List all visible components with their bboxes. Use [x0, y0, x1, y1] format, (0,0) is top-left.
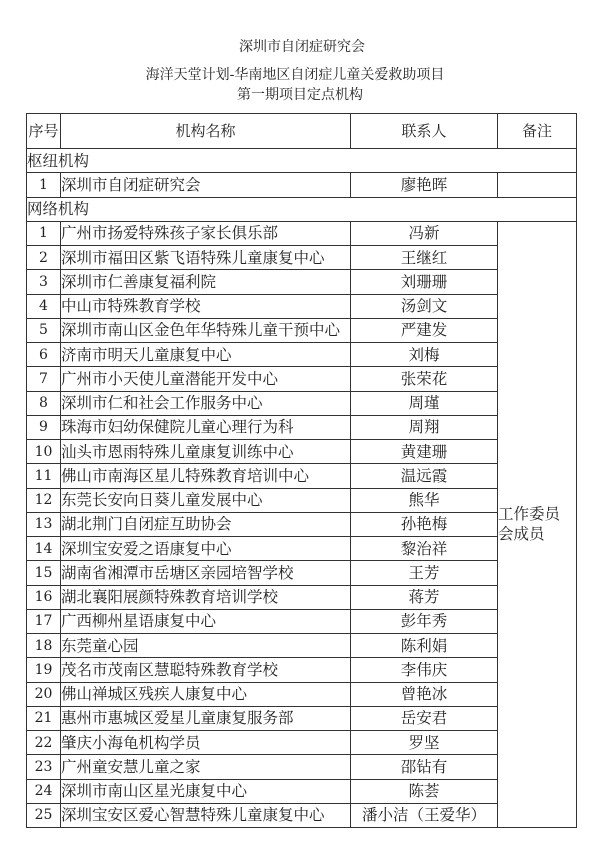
contact-person: 廖艳晖	[351, 173, 498, 197]
institution-name: 广州市小天使儿童潜能开发中心	[61, 367, 351, 391]
org-title: 深圳市自闭症研究会	[239, 39, 365, 55]
institution-name: 佛山禅城区残疾人康复中心	[61, 682, 351, 706]
contact-person: 张荣花	[351, 367, 498, 391]
note-cell-merged	[498, 221, 577, 827]
table-row	[27, 512, 577, 536]
section-row-network	[27, 197, 577, 221]
table-row	[27, 294, 577, 318]
table-row	[27, 609, 577, 633]
institution-name: 深圳市仁善康复福利院	[61, 270, 351, 294]
row-number: 3	[27, 270, 61, 294]
institution-name: 中山市特殊教育学校	[61, 294, 351, 318]
table-row	[27, 318, 577, 342]
row-number: 17	[27, 609, 61, 633]
row-number: 8	[27, 391, 61, 415]
institution-name: 惠州市惠城区爱星儿童康复服务部	[61, 706, 351, 730]
table-row	[27, 755, 577, 779]
row-number: 4	[27, 294, 61, 318]
institution-name: 东莞长安向日葵儿童发展中心	[61, 488, 351, 512]
table-row	[27, 634, 577, 658]
table-row	[27, 270, 577, 294]
contact-person: 刘梅	[351, 343, 498, 367]
row-number: 16	[27, 585, 61, 609]
section-row-hub	[27, 149, 577, 173]
institution-name: 湖北襄阳展颜特殊教育培训学校	[61, 585, 351, 609]
column-header-name: 机构名称	[61, 114, 351, 149]
contact-person: 邵钻有	[351, 755, 498, 779]
contact-person: 李伟庆	[351, 658, 498, 682]
row-number: 12	[27, 488, 61, 512]
row-number: 13	[27, 512, 61, 536]
institution-name: 湖南省湘潭市岳塘区亲园培智学校	[61, 561, 351, 585]
table-row	[27, 537, 577, 561]
contact-person: 周翔	[351, 415, 498, 439]
contact-person: 陈利娟	[351, 634, 498, 658]
institution-name: 深圳市南山区星光康复中心	[61, 779, 351, 803]
institution-name: 深圳市自闭症研究会	[61, 173, 351, 197]
table-row	[27, 803, 577, 827]
row-number: 1	[27, 221, 61, 245]
row-number: 5	[27, 318, 61, 342]
contact-person: 周瑾	[351, 391, 498, 415]
table-row	[27, 779, 577, 803]
institution-name: 广西柳州星语康复中心	[61, 609, 351, 633]
table-row	[27, 585, 577, 609]
table-row	[27, 658, 577, 682]
institution-name: 深圳市仁和社会工作服务中心	[61, 391, 351, 415]
contact-person: 黎治祥	[351, 537, 498, 561]
row-number: 25	[27, 803, 61, 827]
contact-person: 黄建珊	[351, 440, 498, 464]
project-title: 海洋天堂计划-华南地区自闭症儿童关爱救助项目	[145, 67, 445, 83]
row-number: 2	[27, 246, 61, 270]
row-number: 20	[27, 682, 61, 706]
table-row	[27, 391, 577, 415]
contact-person: 蒋芳	[351, 585, 498, 609]
institution-name: 深圳宝安爱之语康复中心	[61, 537, 351, 561]
table-row	[27, 706, 577, 730]
column-header-note: 备注	[498, 114, 577, 149]
note-text: 工作委员会成员	[498, 505, 561, 544]
row-number: 18	[27, 634, 61, 658]
institution-name: 茂名市茂南区慧聪特殊教育学校	[61, 658, 351, 682]
institution-name: 深圳市南山区金色年华特殊儿童干预中心	[61, 318, 351, 342]
row-number: 15	[27, 561, 61, 585]
table-row	[27, 440, 577, 464]
contact-person: 孙艳梅	[351, 512, 498, 536]
table-row	[27, 731, 577, 755]
document-subtitle: 第一期项目定点机构	[237, 87, 363, 103]
row-number: 6	[27, 343, 61, 367]
table-row	[27, 488, 577, 512]
table-row	[27, 682, 577, 706]
table-row	[27, 367, 577, 391]
row-number: 11	[27, 464, 61, 488]
table-row	[27, 246, 577, 270]
table-row	[27, 561, 577, 585]
institution-name: 深圳宝安区爱心智慧特殊儿童康复中心	[61, 803, 351, 827]
contact-person: 温远霞	[351, 464, 498, 488]
contact-person: 陈荟	[351, 779, 498, 803]
contact-person: 王继红	[351, 246, 498, 270]
institution-name: 汕头市恩雨特殊儿童康复训练中心	[61, 440, 351, 464]
section-label-network: 网络机构	[27, 197, 577, 221]
column-header-contact: 联系人	[351, 114, 498, 149]
row-number: 14	[27, 537, 61, 561]
section-label-hub: 枢纽机构	[27, 149, 577, 173]
row-number: 1	[27, 173, 61, 197]
row-number: 22	[27, 731, 61, 755]
contact-person: 熊华	[351, 488, 498, 512]
note-cell	[498, 173, 577, 197]
row-number: 9	[27, 415, 61, 439]
institution-name: 东莞童心园	[61, 634, 351, 658]
contact-person: 汤剑文	[351, 294, 498, 318]
institution-name: 广州市扬爱特殊孩子家长俱乐部	[61, 221, 351, 245]
row-number: 21	[27, 706, 61, 730]
table-row	[27, 221, 577, 245]
institution-name: 珠海市妇幼保健院儿童心理行为科	[61, 415, 351, 439]
contact-person: 刘珊珊	[351, 270, 498, 294]
column-header-number: 序号	[27, 114, 61, 149]
institution-name: 济南市明天儿童康复中心	[61, 343, 351, 367]
row-number: 10	[27, 440, 61, 464]
table-row	[27, 415, 577, 439]
institution-name: 深圳市福田区紫飞语特殊儿童康复中心	[61, 246, 351, 270]
table-row	[27, 343, 577, 367]
table-row	[27, 173, 577, 197]
row-number: 24	[27, 779, 61, 803]
contact-person: 严建发	[351, 318, 498, 342]
institution-table	[26, 113, 577, 828]
institution-name: 佛山市南海区星儿特殊教育培训中心	[61, 464, 351, 488]
table-row	[27, 464, 577, 488]
contact-person: 曾艳冰	[351, 682, 498, 706]
institution-name: 湖北荆门自闭症互助协会	[61, 512, 351, 536]
row-number: 23	[27, 755, 61, 779]
contact-person: 王芳	[351, 561, 498, 585]
table-header-row	[27, 114, 577, 149]
contact-person: 彭年秀	[351, 609, 498, 633]
row-number: 19	[27, 658, 61, 682]
contact-person: 冯新	[351, 221, 498, 245]
contact-person: 潘小洁（王爱华）	[351, 803, 498, 827]
institution-name: 广州童安慧儿童之家	[61, 755, 351, 779]
contact-person: 罗坚	[351, 731, 498, 755]
institution-name: 肇庆小海龟机构学员	[61, 731, 351, 755]
row-number: 7	[27, 367, 61, 391]
contact-person: 岳安君	[351, 706, 498, 730]
